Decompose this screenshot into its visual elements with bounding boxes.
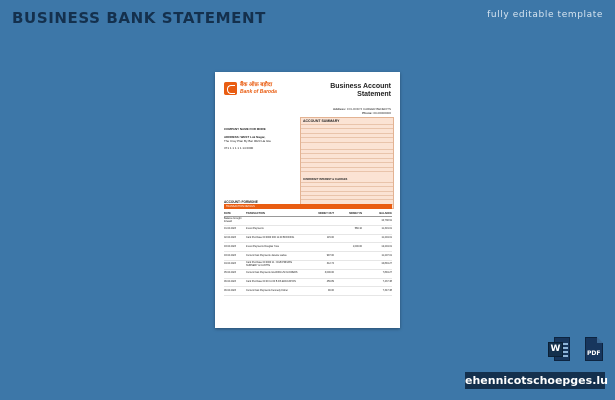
header-date: DATE (224, 212, 231, 215)
table-row (224, 252, 392, 261)
cell-transaction: Current Fast Payments GLADIOLUS FLOWERS (246, 271, 298, 275)
cell-money-in: 580.10 (354, 227, 362, 231)
cell-money-out: 312.74 (326, 262, 334, 266)
cell-date: 04.04.2023 (224, 262, 236, 266)
company-block (224, 128, 294, 151)
table-row (224, 287, 392, 296)
table-row (224, 217, 392, 226)
bank-address (333, 107, 391, 115)
statement-title-line1: Business Account (330, 83, 391, 90)
table-row (224, 279, 392, 288)
company-phone: 371 1 1 1 1 1 14 0000 (224, 146, 254, 151)
cell-money-out: 3,000.00 (324, 271, 334, 275)
table-row (224, 243, 392, 252)
transaction-section-bar: TRANSACTION DETAILS (224, 204, 392, 209)
statement-preview[interactable] (215, 72, 400, 328)
cell-money-out: 115.00 (326, 236, 334, 240)
cell-balance: 12,204.01 (381, 244, 392, 248)
table-row (224, 270, 392, 279)
word-icon[interactable] (548, 337, 570, 361)
table-row (224, 261, 392, 270)
transaction-table (224, 211, 392, 296)
cell-balance: 11,319.01 (381, 227, 392, 231)
header-money-in: MONEY IN (349, 212, 362, 215)
address-label: Address: (332, 107, 346, 111)
cell-date: 03.04.2023 (224, 253, 236, 257)
cell-transaction: Invest Payments (246, 227, 264, 231)
cell-balance: 7,347.38 (382, 288, 392, 292)
table-row (224, 235, 392, 244)
bank-logo-english: Bank of Baroda (240, 88, 277, 95)
cell-balance: 7,437.38 (382, 280, 392, 284)
cell-money-out: 90.00 (328, 288, 334, 292)
cell-transaction: Card Purchase 00 0000 11 : DGB PRIVATE NURSERY & CANTTE (246, 261, 293, 267)
cell-transaction: Current Fast Payments Janette Lackie (246, 253, 287, 257)
company-address-line1: ADDRESS: WEST Lok Nagar, (224, 134, 266, 139)
banner-title: BUSINESS BANK STATEMENT (12, 9, 266, 27)
cell-balance: 11,204.01 (381, 236, 392, 240)
table-row (224, 226, 392, 235)
account-summary (300, 117, 394, 209)
banner-subtitle: fully editable template (487, 10, 603, 20)
cell-transaction: Current Fast Payments Kennedy Fisher (246, 288, 288, 292)
phone-value: 00-00000000 (373, 111, 391, 115)
word-letter: W (548, 342, 563, 357)
cell-date: Balance brought forward (224, 217, 242, 223)
cell-money-out: 997.00 (326, 253, 334, 257)
header-transaction: TRANSACTION (246, 212, 265, 215)
bank-logo (224, 82, 277, 95)
cell-date: 06.04.2023 (224, 280, 236, 284)
cell-balance: 10,894.27 (381, 262, 392, 266)
account-summary-title: ACCOUNT SUMMARY (303, 119, 340, 123)
company-address-line2: The Cray Plan By Bar 0023 Ha Gla (224, 138, 271, 143)
cell-balance: 7,894.27 (382, 271, 392, 275)
pdf-label: PDF (587, 350, 601, 357)
bank-logo-icon (224, 82, 237, 95)
cell-money-out: 456.89 (326, 280, 334, 284)
cell-balance: 10,738.91 (381, 218, 392, 222)
cell-transaction: Invest Payments Douglas Yusu (246, 244, 280, 248)
cell-date: 01.04.2023 (224, 227, 236, 231)
account-label: ACCOUNT: FORMONE (224, 200, 258, 204)
cell-date: 06.04.2023 (224, 288, 236, 292)
cell-date: 03.04.2023 (224, 244, 236, 248)
cell-date: 02.04.2023 (224, 236, 236, 240)
pdf-icon[interactable] (585, 337, 603, 361)
cell-date: 05.04.2023 (224, 271, 236, 275)
header-money-out: MONEY OUT (318, 212, 334, 215)
brand-watermark: ehennicotschoepges.lu (465, 374, 608, 387)
cell-balance: 11,207.01 (381, 253, 392, 257)
cell-transaction: Card Purchase 00 0000 000 11:40 BOOKING (246, 236, 295, 240)
overdraft-charges-title: OVERDRAFT INTEREST & CHARGES (303, 178, 348, 182)
cell-money-in: 1,000.00 (352, 244, 362, 248)
bank-logo-text (240, 83, 277, 95)
header-balance: BALANCE (379, 212, 392, 215)
statement-title-line2: Statement (357, 91, 391, 98)
company-name: COMPANY NAME FOR MORE (224, 127, 266, 131)
statement-title (330, 83, 391, 99)
address-value: 0 FLOOR 5 CAREER BENEFITS (346, 107, 391, 111)
phone-label: Phone: (362, 111, 373, 115)
cell-transaction: Card Purchase 00 00 11 00 B DS EDUCATION (246, 280, 296, 284)
bank-logo-hindi: बैंक ऑफ़ बड़ौदा (240, 81, 273, 88)
